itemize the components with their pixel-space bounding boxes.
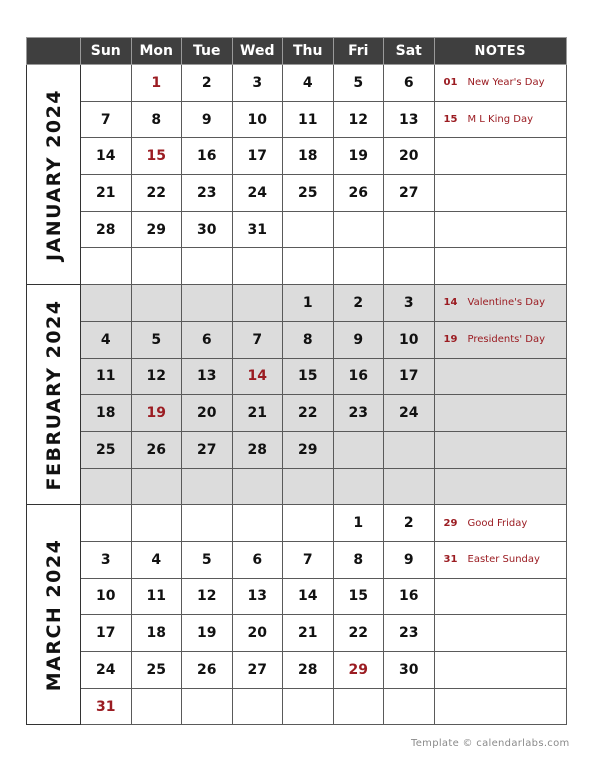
weekday-header: Mon	[131, 38, 182, 65]
day-cell: 15	[333, 578, 384, 615]
week-row	[27, 65, 567, 102]
empty-day-cell	[384, 248, 435, 285]
note-cell	[434, 175, 567, 212]
day-cell: 7	[283, 541, 334, 578]
day-cell: 7	[81, 101, 132, 138]
week-row	[27, 505, 567, 542]
day-cell: 31	[232, 211, 283, 248]
day-cell: 28	[81, 211, 132, 248]
empty-day-cell	[384, 431, 435, 468]
day-cell: 29	[131, 211, 182, 248]
day-cell: 13	[232, 578, 283, 615]
day-cell: 20	[232, 615, 283, 652]
empty-day-cell	[283, 505, 334, 542]
weekday-header: Wed	[232, 38, 283, 65]
note-text: Presidents' Day	[467, 334, 546, 346]
empty-day-cell	[232, 688, 283, 725]
week-row	[27, 688, 567, 725]
day-cell: 28	[283, 652, 334, 689]
note-cell	[434, 358, 567, 395]
day-cell: 14	[232, 358, 283, 395]
day-cell: 22	[283, 395, 334, 432]
day-cell: 27	[232, 652, 283, 689]
day-cell: 21	[283, 615, 334, 652]
day-cell: 27	[384, 175, 435, 212]
note-cell	[434, 505, 567, 542]
day-cell: 15	[131, 138, 182, 175]
note-cell	[434, 652, 567, 689]
empty-day-cell	[131, 285, 182, 322]
note-cell	[434, 211, 567, 248]
weekday-header: Fri	[333, 38, 384, 65]
note-cell	[434, 395, 567, 432]
day-cell: 29	[283, 431, 334, 468]
empty-day-cell	[384, 468, 435, 505]
month-name: FEBRUARY 2024	[42, 299, 65, 491]
day-cell: 21	[81, 175, 132, 212]
day-cell: 10	[384, 321, 435, 358]
week-row	[27, 175, 567, 212]
calendar-body	[27, 65, 567, 725]
empty-day-cell	[182, 688, 233, 725]
day-cell: 14	[81, 138, 132, 175]
day-cell: 12	[333, 101, 384, 138]
week-row	[27, 578, 567, 615]
note-day: 01	[443, 77, 458, 89]
empty-day-cell	[333, 468, 384, 505]
day-cell: 2	[182, 65, 233, 102]
day-cell: 16	[384, 578, 435, 615]
note-cell	[434, 578, 567, 615]
day-cell: 9	[333, 321, 384, 358]
day-cell: 3	[232, 65, 283, 102]
week-row	[27, 541, 567, 578]
quarterly-calendar	[26, 37, 567, 725]
empty-day-cell	[81, 468, 132, 505]
week-row	[27, 248, 567, 285]
day-cell: 9	[182, 101, 233, 138]
day-cell: 20	[182, 395, 233, 432]
day-cell: 13	[182, 358, 233, 395]
weekday-header: Tue	[182, 38, 233, 65]
day-cell: 6	[384, 65, 435, 102]
day-cell: 2	[384, 505, 435, 542]
weekday-header: Thu	[283, 38, 334, 65]
day-cell: 24	[384, 395, 435, 432]
day-cell: 17	[81, 615, 132, 652]
day-cell: 26	[182, 652, 233, 689]
footer-credit: Template © calendarlabs.com	[411, 738, 570, 749]
note-cell	[434, 285, 567, 322]
weekday-header-row	[27, 38, 567, 65]
note-cell	[434, 321, 567, 358]
day-cell: 11	[283, 101, 334, 138]
day-cell: 5	[333, 65, 384, 102]
day-cell: 8	[283, 321, 334, 358]
day-cell: 25	[283, 175, 334, 212]
empty-day-cell	[81, 505, 132, 542]
empty-day-cell	[182, 248, 233, 285]
day-cell: 23	[384, 615, 435, 652]
day-cell: 20	[384, 138, 435, 175]
day-cell: 22	[131, 175, 182, 212]
week-row	[27, 652, 567, 689]
day-cell: 4	[283, 65, 334, 102]
day-cell: 25	[81, 431, 132, 468]
empty-day-cell	[182, 468, 233, 505]
day-cell: 16	[333, 358, 384, 395]
weekday-header: Sat	[384, 38, 435, 65]
empty-day-cell	[333, 211, 384, 248]
empty-day-cell	[182, 285, 233, 322]
note-text: Valentine's Day	[467, 297, 546, 309]
note-cell	[434, 688, 567, 725]
note-text: New Year's Day	[467, 77, 545, 89]
note-cell	[434, 65, 567, 102]
day-cell: 26	[333, 175, 384, 212]
day-cell: 6	[182, 321, 233, 358]
empty-day-cell	[384, 211, 435, 248]
day-cell: 2	[333, 285, 384, 322]
empty-day-cell	[81, 285, 132, 322]
week-row	[27, 101, 567, 138]
note-text: Easter Sunday	[467, 554, 540, 566]
week-row	[27, 321, 567, 358]
day-cell: 24	[81, 652, 132, 689]
day-cell: 1	[283, 285, 334, 322]
day-cell: 10	[81, 578, 132, 615]
day-cell: 9	[384, 541, 435, 578]
day-cell: 8	[333, 541, 384, 578]
empty-day-cell	[232, 285, 283, 322]
day-cell: 6	[232, 541, 283, 578]
day-cell: 23	[333, 395, 384, 432]
week-row	[27, 211, 567, 248]
empty-day-cell	[182, 505, 233, 542]
empty-day-cell	[333, 688, 384, 725]
note-cell	[434, 431, 567, 468]
empty-day-cell	[384, 688, 435, 725]
note-cell	[434, 101, 567, 138]
empty-day-cell	[81, 248, 132, 285]
day-cell: 25	[131, 652, 182, 689]
week-row	[27, 468, 567, 505]
day-cell: 17	[384, 358, 435, 395]
empty-day-cell	[131, 688, 182, 725]
empty-day-cell	[283, 248, 334, 285]
day-cell: 30	[384, 652, 435, 689]
empty-day-cell	[131, 505, 182, 542]
day-cell: 29	[333, 652, 384, 689]
day-cell: 28	[232, 431, 283, 468]
note-cell	[434, 541, 567, 578]
day-cell: 26	[131, 431, 182, 468]
month-label-cell	[27, 285, 81, 505]
empty-day-cell	[283, 688, 334, 725]
day-cell: 19	[182, 615, 233, 652]
note-cell	[434, 138, 567, 175]
day-cell: 4	[81, 321, 132, 358]
day-cell: 16	[182, 138, 233, 175]
note-cell	[434, 615, 567, 652]
day-cell: 14	[283, 578, 334, 615]
note-text: Good Friday	[467, 517, 528, 529]
notes-header: NOTES	[434, 38, 567, 65]
week-row	[27, 138, 567, 175]
month-name: MARCH 2024	[42, 538, 65, 692]
day-cell: 27	[182, 431, 233, 468]
day-cell: 11	[81, 358, 132, 395]
day-cell: 12	[131, 358, 182, 395]
empty-day-cell	[283, 468, 334, 505]
week-row	[27, 285, 567, 322]
day-cell: 7	[232, 321, 283, 358]
week-row	[27, 615, 567, 652]
day-cell: 17	[232, 138, 283, 175]
note-day: 15	[443, 114, 458, 126]
day-cell: 15	[283, 358, 334, 395]
day-cell: 5	[182, 541, 233, 578]
note-cell	[434, 248, 567, 285]
note-text: M L King Day	[467, 114, 534, 126]
month-label-cell	[27, 505, 81, 725]
empty-day-cell	[131, 248, 182, 285]
day-cell: 11	[131, 578, 182, 615]
day-cell: 3	[384, 285, 435, 322]
week-row	[27, 431, 567, 468]
day-cell: 5	[131, 321, 182, 358]
day-cell: 10	[232, 101, 283, 138]
empty-day-cell	[232, 248, 283, 285]
empty-day-cell	[333, 248, 384, 285]
day-cell: 8	[131, 101, 182, 138]
day-cell: 21	[232, 395, 283, 432]
day-cell: 1	[333, 505, 384, 542]
day-cell: 30	[182, 211, 233, 248]
note-day: 14	[443, 297, 458, 309]
week-row	[27, 395, 567, 432]
header-corner	[27, 38, 81, 65]
day-cell: 19	[333, 138, 384, 175]
empty-day-cell	[232, 468, 283, 505]
day-cell: 18	[131, 615, 182, 652]
day-cell: 22	[333, 615, 384, 652]
note-day: 29	[443, 517, 458, 529]
empty-day-cell	[232, 505, 283, 542]
note-cell	[434, 468, 567, 505]
month-name: JANUARY 2024	[42, 88, 65, 261]
day-cell: 18	[81, 395, 132, 432]
day-cell: 13	[384, 101, 435, 138]
weekday-header: Sun	[81, 38, 132, 65]
week-row	[27, 358, 567, 395]
day-cell: 4	[131, 541, 182, 578]
day-cell: 23	[182, 175, 233, 212]
empty-day-cell	[131, 468, 182, 505]
day-cell: 1	[131, 65, 182, 102]
empty-day-cell	[81, 65, 132, 102]
month-label-cell	[27, 65, 81, 285]
day-cell: 18	[283, 138, 334, 175]
note-day: 31	[443, 554, 458, 566]
empty-day-cell	[283, 211, 334, 248]
day-cell: 19	[131, 395, 182, 432]
day-cell: 12	[182, 578, 233, 615]
day-cell: 24	[232, 175, 283, 212]
day-cell: 3	[81, 541, 132, 578]
empty-day-cell	[333, 431, 384, 468]
day-cell: 31	[81, 688, 132, 725]
note-day: 19	[443, 334, 458, 346]
